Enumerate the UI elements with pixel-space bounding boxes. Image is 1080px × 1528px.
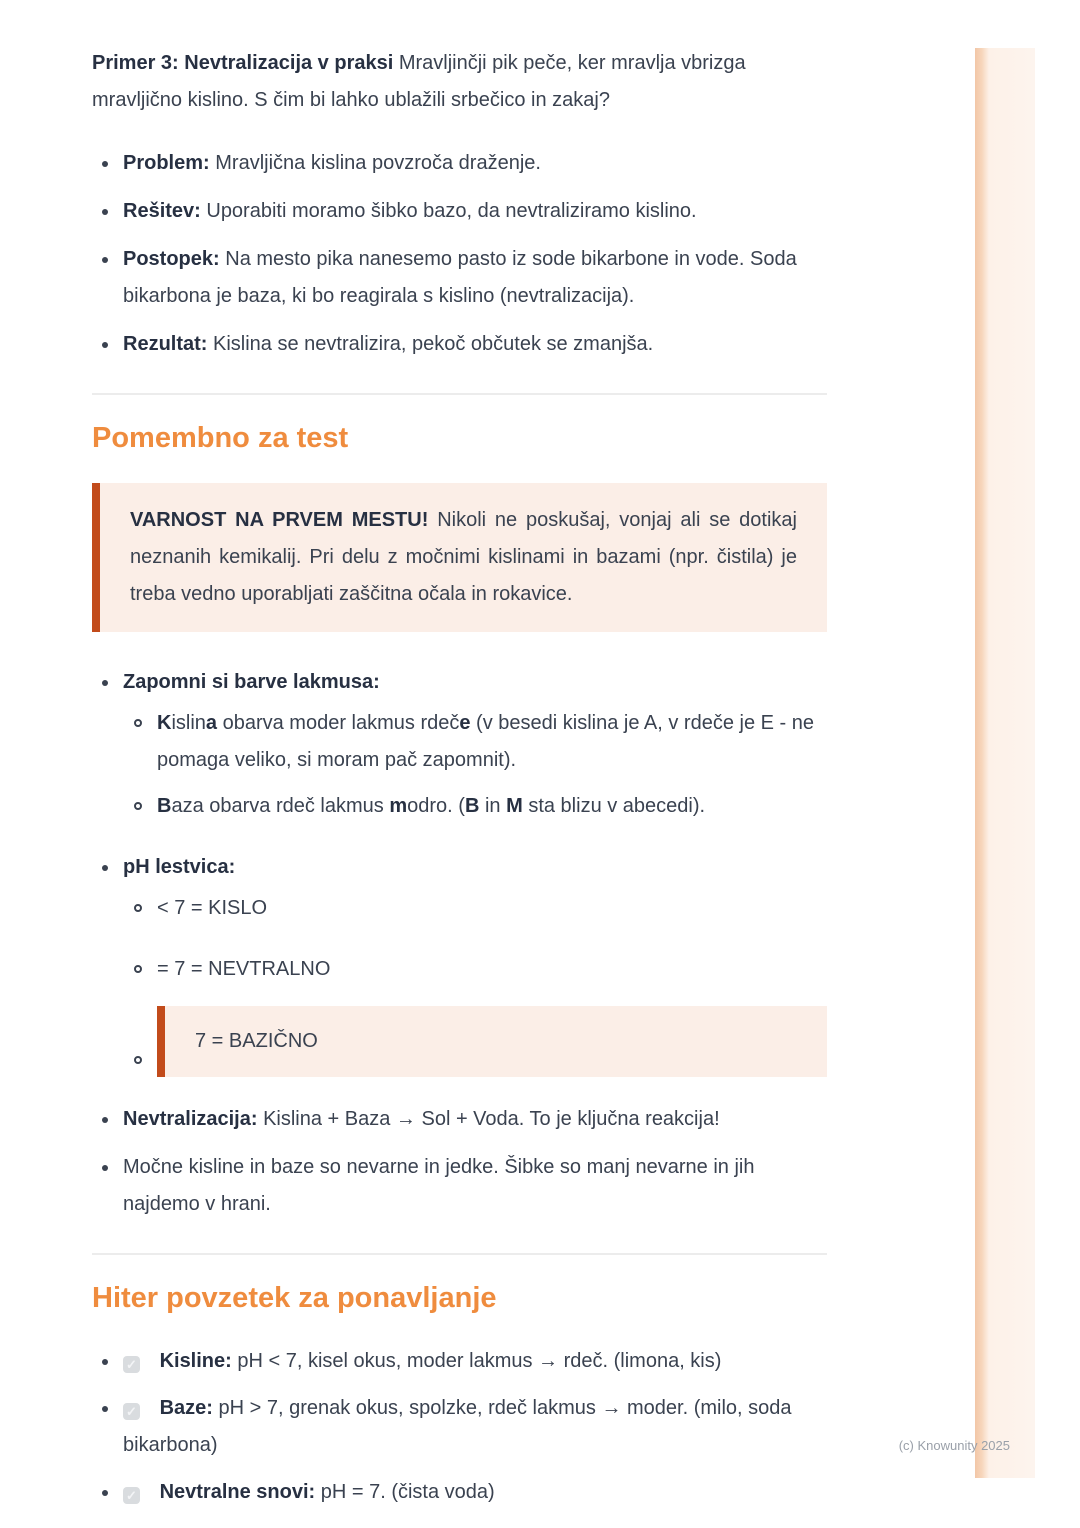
bullet-circle-icon <box>134 719 142 727</box>
summary-checklist <box>92 1343 827 1511</box>
list-item-text: Rešitev: Uporabiti moramo šibko bazo, da nevtraliziramo kislino. <box>123 200 697 222</box>
checklist-item-kisline <box>92 1343 827 1380</box>
list-item-text: Rezultat: Kislina se nevtralizira, pekoč občutek se zmanjša. <box>123 333 654 355</box>
checkbox-checked-icon <box>123 1356 140 1373</box>
checklist-item-text: Nevtralne snovi: pH = 7. (čista voda) <box>159 1481 495 1503</box>
list-item-mocne <box>92 1149 827 1223</box>
ph-sublist <box>123 890 827 1077</box>
sublist-item-bazicno <box>123 1006 827 1077</box>
list-item-text: Močne kisline in baze so nevarne in jedke. Šibke so manj nevarne in jih najdemo v hrani. <box>123 1156 755 1215</box>
check-icon: ✓ <box>126 1488 137 1503</box>
quote-text: 7 = BAZIČNO <box>195 1030 318 1052</box>
sublist-item-kislo <box>123 890 827 927</box>
lakmus-sublist <box>123 705 827 825</box>
checklist-item-nevtralne <box>92 1474 827 1511</box>
intro-paragraph: Primer 3: Nevtralizacija v praksi Mravljinčji pik peče, ker mravlja vbrizga mravljično kislino. S čim bi lahko ublažili srbečico in zakaj? <box>92 52 746 111</box>
copyright-footer: (c) Knowunity 2025 <box>898 1438 1010 1453</box>
list-item-resitev <box>92 193 827 230</box>
sublist-item-nevtralno <box>123 951 827 988</box>
list-item-nevtralizacija <box>92 1101 827 1138</box>
list-item-rezultat <box>92 326 827 363</box>
checklist-item-baze <box>92 1390 827 1464</box>
sublist-item-kislina <box>123 705 827 779</box>
sublist-item-text: Kislina obarva moder lakmus rdeče (v besedi kislina je A, v rdeče je E - ne pomaga veliko, si moram pač zapomnit). <box>157 712 814 771</box>
list-item-problem <box>92 145 827 182</box>
bazicno-quote-box <box>157 1006 827 1077</box>
checkbox-checked-icon <box>123 1487 140 1504</box>
list-item-postopek <box>92 241 827 315</box>
section-heading-pomembno: Pomembno za test <box>92 422 349 454</box>
bullet-dot-icon <box>102 1165 108 1171</box>
section-divider <box>92 393 827 395</box>
bullet-dot-icon <box>102 342 108 348</box>
bullet-circle-icon <box>134 802 142 810</box>
sublist-item-baza <box>123 788 827 825</box>
bullet-dot-icon <box>102 680 108 686</box>
bullet-dot-icon <box>102 1117 108 1123</box>
bullet-circle-icon <box>134 904 142 912</box>
list-item-text: Problem: Mravljična kislina povzroča draženje. <box>123 152 541 174</box>
section-heading-povzetek: Hiter povzetek za ponavljanje <box>92 1282 497 1314</box>
document-content <box>92 45 827 1521</box>
list-item-lakmus <box>92 664 827 825</box>
bullet-dot-icon <box>102 209 108 215</box>
bullet-dot-icon <box>102 161 108 167</box>
safety-callout-text: VARNOST NA PRVEM MESTU! Nikoli ne poskušaj, vonjaj ali se dotikaj neznanih kemikalij. Pri delu z močnimi kislinami in bazami (npr. čistila) je treba vedno uporabljati zaščitna očala in rokavice. <box>130 509 797 605</box>
checklist-item-text: Baze: pH > 7, grenak okus, spolzke, rdeč lakmus → moder. (milo, soda bikarbona) <box>123 1397 792 1456</box>
sublist-item-text: Baza obarva rdeč lakmus modro. (B in M sta blizu v abecedi). <box>157 795 706 817</box>
checkbox-checked-icon <box>123 1403 140 1420</box>
checklist-item-text: Kisline: pH < 7, kisel okus, moder lakmus → rdeč. (limona, kis) <box>159 1350 722 1372</box>
bullet-dot-icon <box>102 257 108 263</box>
bullet-circle-icon <box>134 1056 142 1064</box>
list-item-text: pH lestvica: <box>123 856 236 878</box>
sublist-item-text: = 7 = NEVTRALNO <box>157 958 331 980</box>
bullet-dot-icon <box>102 1490 108 1496</box>
section-divider <box>92 1253 827 1255</box>
page-edge-strip <box>975 48 1035 1478</box>
sublist-item-text: < 7 = KISLO <box>157 897 268 919</box>
bullet-dot-icon <box>102 1359 108 1365</box>
pomembno-list <box>92 664 827 1223</box>
bullet-dot-icon <box>102 865 108 871</box>
bullet-dot-icon <box>102 1406 108 1412</box>
check-icon: ✓ <box>126 1404 137 1419</box>
problem-list <box>92 145 827 363</box>
list-item-ph-lestvica <box>92 849 827 1077</box>
safety-callout <box>92 483 827 632</box>
check-icon: ✓ <box>126 1357 137 1372</box>
list-item-text: Nevtralizacija: Kislina + Baza → Sol + Voda. To je ključna reakcija! <box>123 1108 720 1130</box>
bullet-circle-icon <box>134 965 142 973</box>
list-item-text: Zapomni si barve lakmusa: <box>123 671 380 693</box>
list-item-text: Postopek: Na mesto pika nanesemo pasto iz sode bikarbone in vode. Soda bikarbona je baza, ki bo reagirala s kislino (nevtralizacija). <box>123 248 797 307</box>
